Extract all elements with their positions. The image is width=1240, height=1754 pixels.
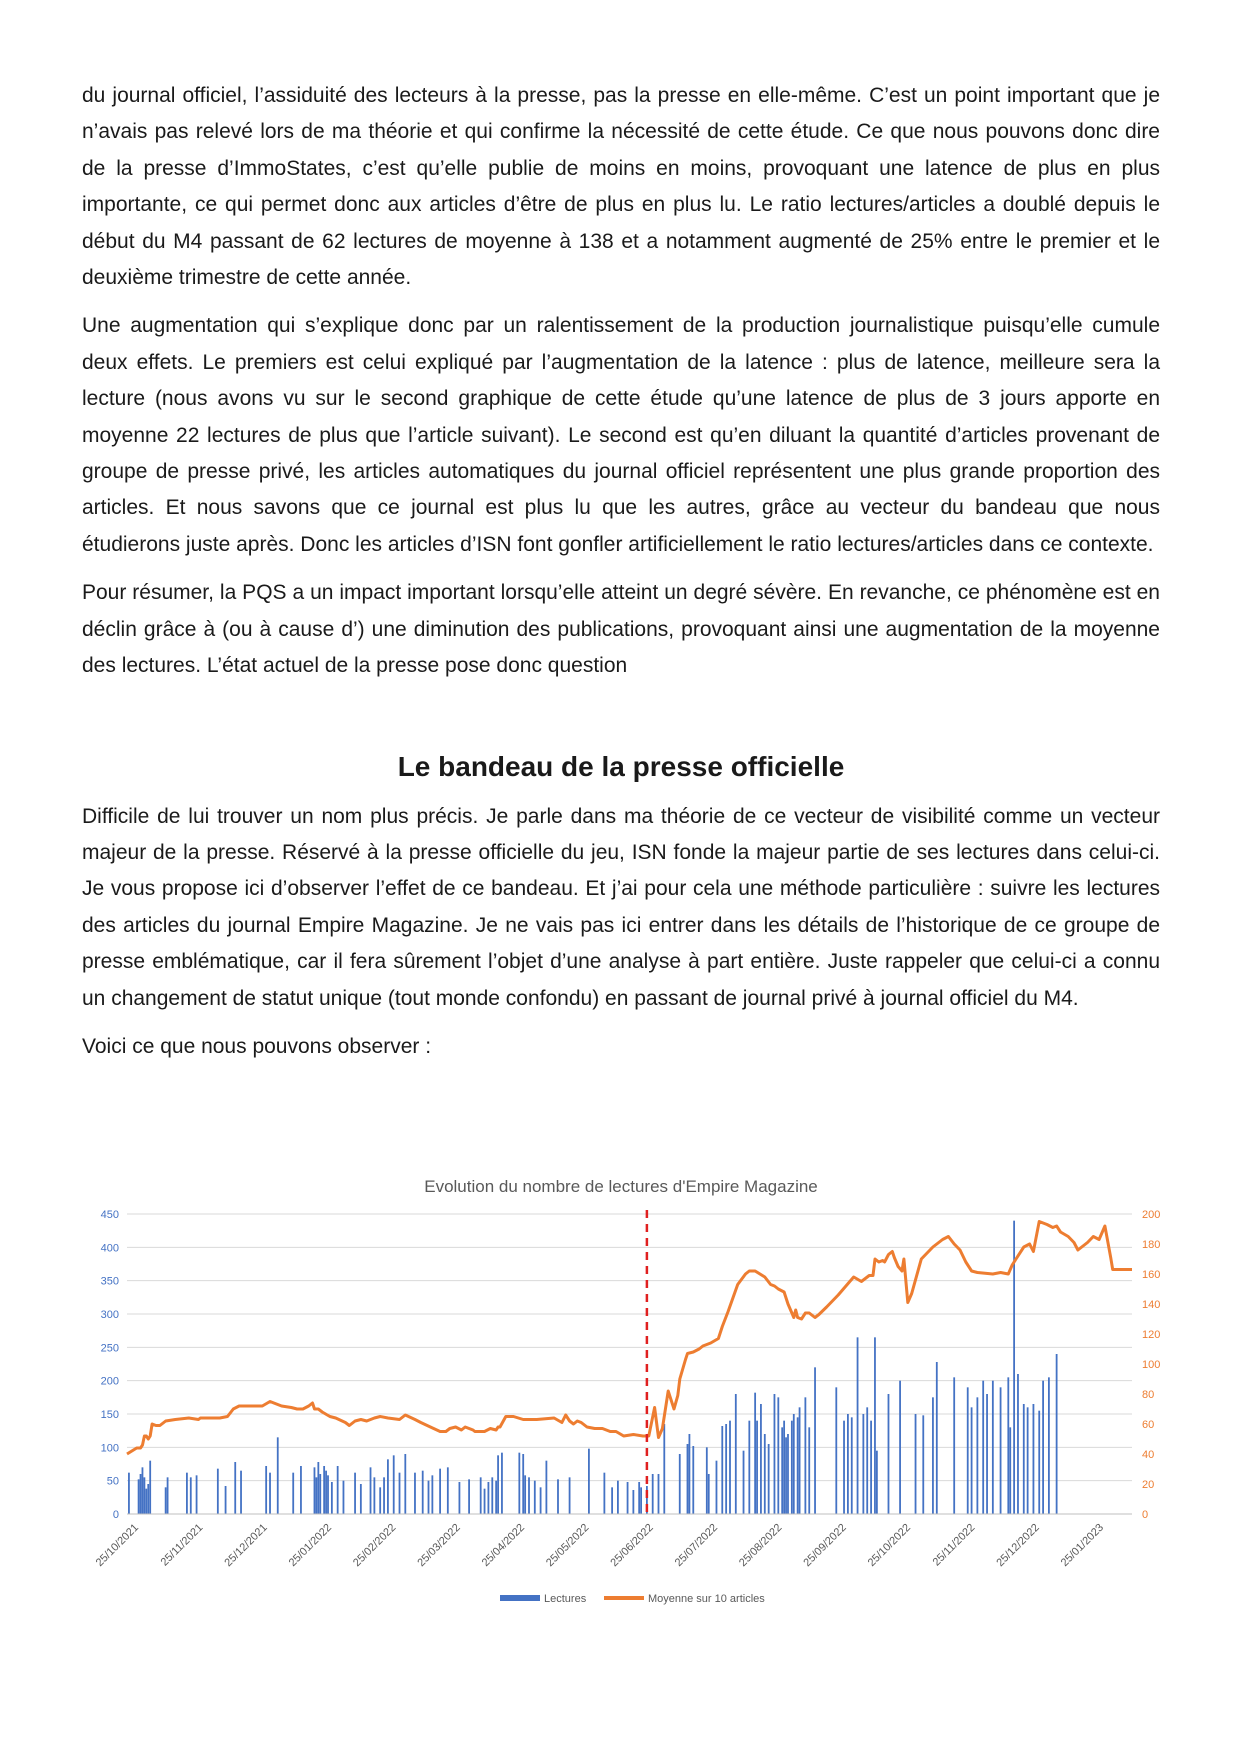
- bar: [234, 1462, 236, 1514]
- bar: [1000, 1387, 1002, 1514]
- bar: [459, 1482, 461, 1514]
- bar: [1027, 1407, 1029, 1514]
- chart-title: Evolution du nombre de lectures d'Empire Magazine: [424, 1177, 818, 1196]
- bar: [277, 1437, 279, 1514]
- bar: [627, 1482, 629, 1514]
- bar: [777, 1397, 779, 1514]
- bar: [196, 1475, 198, 1514]
- y-left-tick-label: 400: [100, 1242, 119, 1255]
- bar: [323, 1466, 325, 1514]
- y-right-tick-label: 140: [1142, 1299, 1160, 1311]
- bar: [814, 1367, 816, 1514]
- bar: [835, 1387, 837, 1514]
- y-left-tick-label: 350: [100, 1275, 119, 1288]
- x-tick-label: 25/05/2022: [544, 1521, 592, 1570]
- bar: [540, 1487, 542, 1514]
- chart-container: [82, 1168, 1160, 1618]
- y-left-tick-label: 450: [100, 1209, 119, 1221]
- bar: [640, 1487, 642, 1514]
- y-right-tick-label: 120: [1142, 1329, 1160, 1341]
- bar: [319, 1474, 321, 1514]
- bar: [652, 1474, 654, 1514]
- bar: [1017, 1374, 1019, 1514]
- bar: [404, 1454, 406, 1514]
- bar: [422, 1471, 424, 1514]
- bar: [383, 1477, 385, 1514]
- bar: [300, 1466, 302, 1514]
- bar: [316, 1477, 318, 1514]
- bar: [679, 1454, 681, 1514]
- bar: [986, 1394, 988, 1514]
- bar: [495, 1481, 497, 1514]
- bar: [524, 1475, 526, 1514]
- moyenne-line: [127, 1222, 1132, 1455]
- bar: [147, 1484, 149, 1514]
- y-right-tick-label: 60: [1142, 1419, 1155, 1431]
- legend-label-moyenne: Moyenne sur 10 articles: [648, 1593, 765, 1605]
- y-left-tick-label: 200: [100, 1375, 119, 1388]
- bar: [953, 1377, 955, 1514]
- paragraph: Difficile de lui trouver un nom plus précis. Je parle dans ma théorie de ce vecteur de visibilité comme un vecteur majeur de la presse. Réservé à la presse officielle du jeu, ISN fonde la majeur partie de ses lectures dans celui-ci. Je vous propose ici d’observer l’effet de ce bandeau. Et j’ai pour cela une méthode particulière : suivre les lectures des articles du journal Empire Magazine. Je ne vais pas ici entrer dans les détails de l’historique de ce groupe de presse emblématique, car il fera sûrement l’objet d’une analyse à part entière. Juste rappeler que celui-ci a connu un changement de statut unique (tout monde confondu) en passant de journal privé à journal officiel du M4.: [82, 804, 1160, 1010]
- bar: [292, 1473, 294, 1514]
- paragraph: Voici ce que nous pouvons observer :: [82, 1034, 432, 1058]
- bar: [165, 1487, 167, 1514]
- y-right-tick-label: 0: [1142, 1509, 1149, 1521]
- bar: [781, 1427, 783, 1514]
- bar: [128, 1473, 130, 1514]
- bar: [138, 1479, 140, 1514]
- bar: [797, 1417, 799, 1514]
- x-tick-label: 25/01/2022: [286, 1521, 335, 1570]
- y-left-tick-label: 100: [100, 1442, 119, 1455]
- bar: [545, 1461, 547, 1514]
- bar: [847, 1414, 849, 1514]
- bar: [269, 1473, 271, 1514]
- bar: [491, 1477, 493, 1514]
- bar: [149, 1461, 151, 1514]
- bar: [317, 1462, 319, 1514]
- bar: [588, 1449, 590, 1514]
- paragraph: Pour résumer, la PQS a un impact important lorsqu’elle atteint un degré sévère. En revanche, ce phénomène est en déclin grâce à (ou à cause d’) une diminution des publications, provoquant ainsi une augmentation de la moyenne des lectures. L’état actuel de la presse pose donc question: [82, 581, 1160, 678]
- bar: [866, 1407, 868, 1514]
- bar: [190, 1477, 192, 1514]
- bar: [186, 1473, 188, 1514]
- x-tick-label: 25/03/2022: [415, 1521, 463, 1570]
- bar: [399, 1473, 401, 1514]
- bar: [857, 1337, 859, 1514]
- bar: [387, 1459, 389, 1514]
- bar: [354, 1473, 356, 1514]
- bar: [1009, 1427, 1011, 1514]
- bar: [1033, 1404, 1035, 1514]
- y-left-tick-label: 0: [112, 1509, 119, 1521]
- bar: [716, 1461, 718, 1514]
- bar: [617, 1481, 619, 1514]
- bar: [689, 1434, 691, 1514]
- bar: [327, 1475, 329, 1514]
- bar: [337, 1466, 339, 1514]
- y-axis-right: [1142, 1209, 1160, 1521]
- bar: [638, 1482, 640, 1514]
- x-tick-label: 25/12/2021: [222, 1521, 270, 1570]
- bar: [936, 1362, 938, 1514]
- bar: [658, 1474, 660, 1514]
- paragraph: Une augmentation qui s’explique donc par un ralentissement de la production journalistique puisqu’elle cumule deux effets. Le premiers est celui expliqué par l’augmentation de la latence : plus de latence, meilleure sera la lecture (nous avons vu sur le second graphique de cette étude qu’une latence de plus de 3 jours apporte en moyenne 22 lectures de plus que l’article suivant). Le second est qu’en diluant la quantité d’articles provenant de groupe de presse privé, les articles automatiques du journal officiel représentent une plus grande proportion des articles. Et nous savons que ce journal est plus lu que les autres, grâce au vecteur du bandeau que nous étudierons juste après. Donc les articles d’ISN font gonfler artificiellement le ratio lectures/articles dans ce contexte.: [82, 314, 1160, 556]
- bar: [843, 1421, 845, 1514]
- bar: [791, 1421, 793, 1514]
- bar: [692, 1446, 694, 1514]
- bar: [793, 1414, 795, 1514]
- legend-swatch-lectures: [500, 1595, 540, 1601]
- bar: [468, 1479, 470, 1514]
- x-tick-label: 25/11/2021: [158, 1521, 206, 1569]
- bar: [140, 1474, 142, 1514]
- bar: [370, 1467, 372, 1514]
- bar: [217, 1469, 219, 1514]
- bar: [708, 1474, 710, 1514]
- bar: [528, 1477, 530, 1514]
- bar: [721, 1426, 723, 1514]
- bar: [754, 1393, 756, 1514]
- y-right-tick-label: 180: [1142, 1239, 1160, 1251]
- paragraph: du journal officiel, l’assiduité des lecteurs à la presse, pas la presse en elle-même. C’est un point important que je n’avais pas relevé lors de ma théorie et qui confirme la nécessité de cette étude. Ce que nous pouvons donc dire de la presse d’ImmoStates, c’est qu’elle publie de moins en moins, provoquant une latence de plus en plus importante, ce qui permet donc aux articles d’être de plus en plus lu. Le ratio lectures/articles a doublé depuis le début du M4 passant de 62 lectures de moyenne à 138 et a notamment augmenté de 25% entre le premier et le deuxième trimestre de cette année.: [82, 84, 1160, 290]
- bar: [922, 1415, 924, 1514]
- bar: [888, 1394, 890, 1514]
- y-right-tick-label: 160: [1142, 1269, 1160, 1281]
- bar: [431, 1475, 433, 1514]
- bar: [862, 1414, 864, 1514]
- bar: [743, 1451, 745, 1514]
- bar: [971, 1407, 973, 1514]
- x-tick-label: 25/06/2022: [608, 1521, 656, 1570]
- bar: [1038, 1411, 1040, 1514]
- bar: [1056, 1354, 1058, 1514]
- bar: [480, 1477, 482, 1514]
- bar: [331, 1482, 333, 1514]
- bar: [603, 1473, 605, 1514]
- bar: [484, 1489, 486, 1514]
- bar: [343, 1481, 345, 1514]
- bar: [992, 1381, 994, 1514]
- x-tick-label: 25/08/2022: [737, 1521, 785, 1570]
- legend-label-lectures: Lectures: [544, 1593, 587, 1605]
- bar: [783, 1421, 785, 1514]
- bar: [870, 1421, 872, 1514]
- bar: [915, 1414, 917, 1514]
- bar: [756, 1421, 758, 1514]
- bar: [379, 1487, 381, 1514]
- y-left-tick-label: 50: [106, 1475, 119, 1488]
- y-left-tick-label: 150: [100, 1409, 119, 1421]
- bar: [785, 1437, 787, 1514]
- y-right-tick-label: 100: [1142, 1359, 1160, 1371]
- y-left-tick-label: 300: [100, 1309, 119, 1321]
- bar-series: [128, 1221, 1057, 1514]
- bar: [611, 1487, 613, 1514]
- chart-legend: [500, 1593, 765, 1605]
- x-tick-label: 25/12/2022: [994, 1521, 1042, 1570]
- bar: [393, 1455, 395, 1514]
- bar: [748, 1421, 750, 1514]
- bar: [428, 1481, 430, 1514]
- bar: [808, 1427, 810, 1514]
- y-right-tick-label: 200: [1142, 1209, 1160, 1221]
- bar: [142, 1467, 144, 1514]
- section-heading: Le bandeau de la presse officielle: [397, 750, 845, 782]
- bar: [225, 1486, 227, 1514]
- bar: [774, 1394, 776, 1514]
- x-tick-label: 25/10/2021: [93, 1521, 142, 1570]
- x-tick-label: 25/01/2023: [1058, 1521, 1107, 1570]
- x-tick-label: 25/11/2022: [930, 1521, 978, 1569]
- bar: [663, 1424, 665, 1514]
- x-tick-label: 25/09/2022: [801, 1521, 849, 1570]
- y-right-tick-label: 40: [1142, 1449, 1155, 1461]
- bar: [725, 1424, 727, 1514]
- bar: [764, 1434, 766, 1514]
- bar: [735, 1394, 737, 1514]
- x-tick-label: 25/02/2022: [351, 1521, 399, 1570]
- x-axis: [94, 1514, 1132, 1569]
- bar: [439, 1469, 441, 1514]
- bar: [1042, 1381, 1044, 1514]
- line-series: [127, 1222, 1132, 1455]
- bar: [143, 1477, 145, 1514]
- bar: [1023, 1404, 1025, 1514]
- x-tick-label: 25/04/2022: [479, 1521, 528, 1570]
- bar: [373, 1477, 375, 1514]
- bar: [145, 1489, 147, 1514]
- bar: [787, 1434, 789, 1514]
- bar: [360, 1484, 362, 1514]
- bar: [569, 1477, 571, 1514]
- bar: [632, 1490, 634, 1514]
- bar: [976, 1397, 978, 1514]
- lectures-chart: [82, 1168, 1160, 1618]
- bar: [899, 1381, 901, 1514]
- bar: [804, 1397, 806, 1514]
- bar: [534, 1481, 536, 1514]
- bar: [557, 1479, 559, 1514]
- document-body: [82, 78, 1160, 1077]
- bar: [760, 1404, 762, 1514]
- bar: [167, 1477, 169, 1514]
- bar: [414, 1473, 416, 1514]
- bar: [982, 1381, 984, 1514]
- bar: [932, 1397, 934, 1514]
- bar: [240, 1471, 242, 1514]
- y-left-tick-label: 250: [100, 1342, 119, 1355]
- legend-swatch-moyenne: [604, 1596, 644, 1600]
- bar: [325, 1471, 327, 1514]
- bar: [518, 1453, 520, 1514]
- bar: [729, 1421, 731, 1514]
- bar: [522, 1454, 524, 1514]
- bar: [706, 1447, 708, 1514]
- bar: [967, 1387, 969, 1514]
- bar: [851, 1417, 853, 1514]
- bar: [314, 1467, 316, 1514]
- bar: [687, 1444, 689, 1514]
- bar: [501, 1453, 503, 1514]
- bar: [447, 1467, 449, 1514]
- bar: [799, 1407, 801, 1514]
- bar: [1007, 1377, 1009, 1514]
- y-axis-left: [101, 1209, 119, 1521]
- x-tick-label: 25/10/2022: [865, 1521, 914, 1570]
- bar: [876, 1451, 878, 1514]
- bar: [497, 1455, 499, 1514]
- x-tick-label: 25/07/2022: [672, 1521, 721, 1570]
- bar: [265, 1466, 267, 1514]
- y-right-tick-label: 20: [1142, 1479, 1155, 1491]
- bar: [488, 1482, 490, 1514]
- bar: [1048, 1377, 1050, 1514]
- bar: [768, 1444, 770, 1514]
- bar: [874, 1337, 876, 1514]
- y-right-tick-label: 80: [1142, 1389, 1155, 1401]
